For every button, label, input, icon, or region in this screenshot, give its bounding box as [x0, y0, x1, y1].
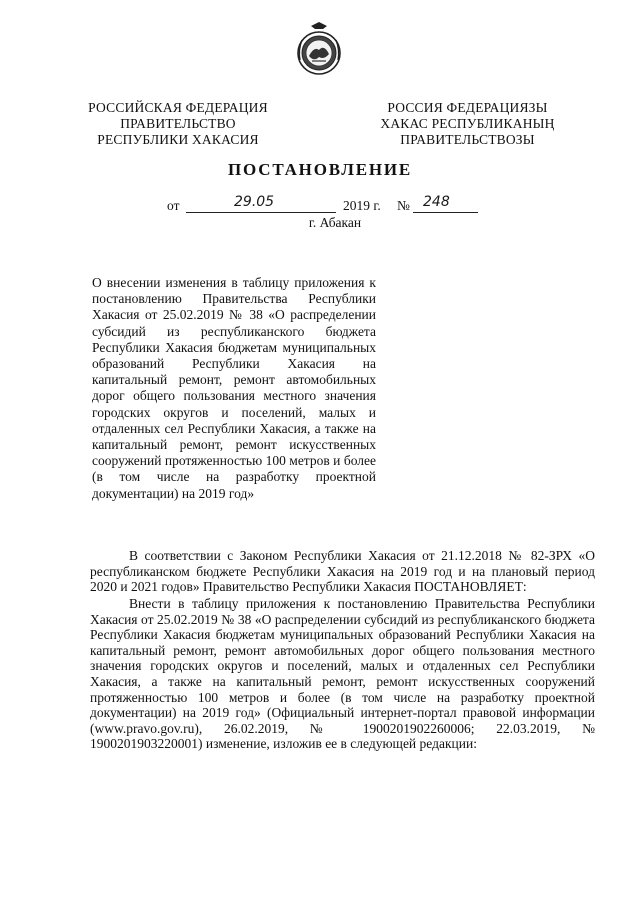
header-right [365, 100, 570, 148]
date-field [186, 194, 336, 213]
body-paragraph-1: В соответствии с Законом Республики Хакасия от 21.12.2018 № 82-ЗРХ «О республиканском бюджете Республики Хакасия на 2019 год и на плановый период 2020 и 2021 годов» Правительство Республики Хакасия ПОСТАНОВЛЯЕТ: [90, 548, 595, 595]
header-left-line: РОССИЙСКАЯ ФЕДЕРАЦИЯ [88, 100, 268, 115]
document-subject: О внесении изменения в таблицу приложения к постановлению Правительства Республики Хакасия от 25.02.2019 № 38 «О распределении субсидий из республиканского бюджета Республики Хакасия бюджетам муниципальных образований Республики Хакасия на капитальный ремонт, ремонт автомобильных дорог общего пользования местного значения городских округов и поселений, малых и отдаленных сел Республики Хакасия, а также на капитальный ремонт, ремонт искусственных сооружений протяженностью 100 метров и более (в том числе на разработку проектной документации) на 2019 год» [92, 275, 376, 501]
body-paragraph-2: Внести в таблицу приложения к постановлению Правительства Республики Хакасия от 25.02.2019 № 38 «О распределении субсидий из республиканского бюджета Республики Хакасия бюджетам муниципальных образований Республики Хакасия на капитальный ремонт, ремонт автомобильных дорог общего пользования местного значения городских округов и поселений, малых и отдаленных сел Республики Хакасия, а также на капитальный ремонт, ремонт искусственных сооружений протяженностью 100 метров и более (в том числе на разработку проектной документации) на 2019 год» (Официальный интернет-портал правовой информации (www.pravo.gov.ru), 26.02.2019, № 1900201902260006; 22.03.2019, № 1900201903220001) изменение, изложив ее в следующей редакции: [90, 596, 595, 752]
date-prefix: от [167, 198, 180, 213]
document-title: ПОСТАНОВЛЕНИЕ [227, 160, 413, 179]
number-field [413, 194, 478, 213]
year-label: 2019 г. [343, 198, 381, 213]
date-handwritten: 29.05 [234, 194, 275, 210]
header-right-line: ХАКАС РЕСПУБЛИКАНЫҢ [380, 116, 555, 131]
header-left-line: ПРАВИТЕЛЬСТВО [120, 116, 236, 131]
number-prefix: № [397, 198, 410, 213]
number-handwritten: 248 [423, 194, 450, 210]
header-right-line: ПРАВИТЕЛЬСТВОЗЫ [400, 132, 535, 147]
header-left-line: РЕСПУБЛИКИ ХАКАСИЯ [97, 132, 259, 147]
coat-of-arms-emblem-icon [294, 20, 344, 78]
city-label: г. Абакан [308, 215, 362, 230]
header-right-line: РОССИЯ ФЕДЕРАЦИЯЗЫ [387, 100, 548, 115]
header-left [78, 100, 278, 148]
